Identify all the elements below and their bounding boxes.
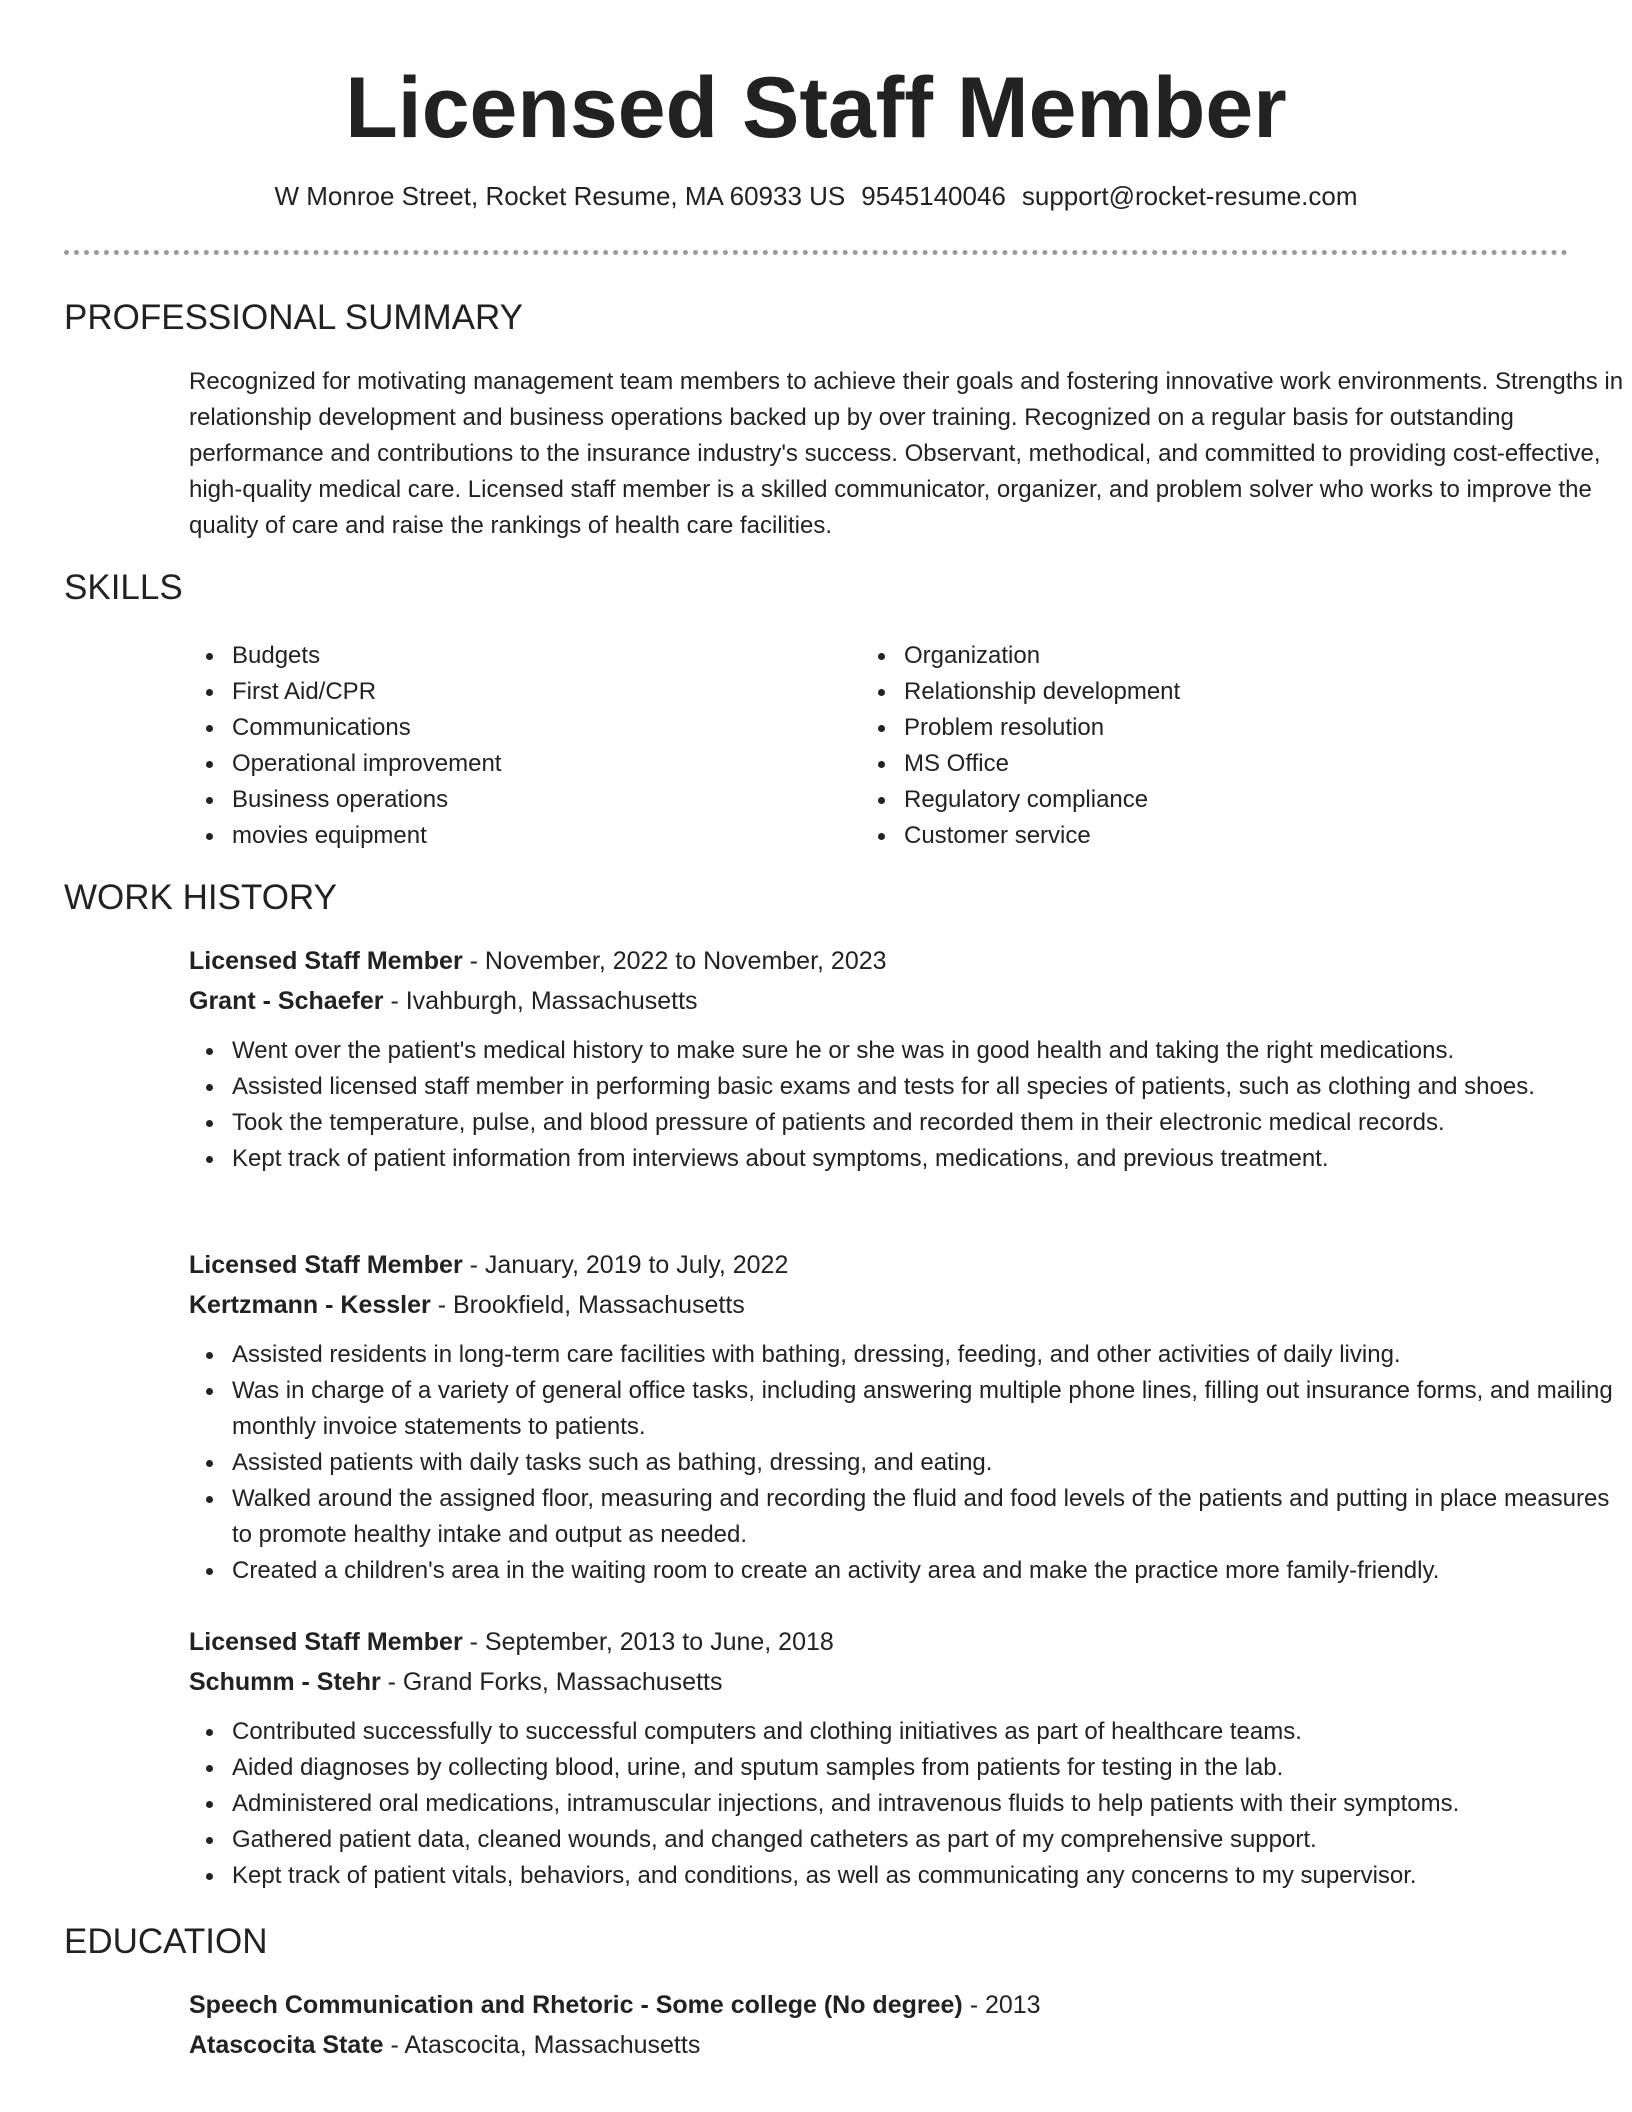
skill-item: Budgets [189,638,501,674]
job-company-line [189,981,1629,1021]
header-divider [64,250,1568,255]
contact-phone: 9545140046 [861,181,1006,211]
job-bullet: Gathered patient data, cleaned wounds, and changed catheters as part of my comprehensive support. [189,1822,1629,1858]
candidate-name: Licensed Staff Member [345,60,1287,156]
skill-item: First Aid/CPR [189,674,501,710]
job-bullet: Took the temperature, pulse, and blood pressure of patients and recorded them in their electronic medical records. [189,1105,1629,1141]
education-degree: Speech Communication and Rhetoric - Some college (No degree) [189,1991,963,2019]
resume-page [64,0,1624,2059]
contact-address: W Monroe Street, Rocket Resume, MA 60933 US [274,181,846,211]
job-bullet: Created a children's area in the waiting room to create an activity area and make the practice more family-friendly. [189,1553,1629,1589]
job-role: Licensed Staff Member [189,947,463,975]
job-entry [189,1622,1629,1894]
education-degree-line [189,1985,1629,2025]
job-dates: - January, 2019 to July, 2022 [462,1251,789,1279]
job-company: Grant - Schaefer [189,987,384,1015]
job-bullet: Assisted patients with daily tasks such as bathing, dressing, and eating. [189,1445,1629,1481]
education-entry [189,1985,1629,2065]
job-bullet: Went over the patient's medical history to make sure he or she was in good health and taking the right medications. [189,1033,1629,1069]
job-entry [189,1245,1629,1589]
job-location: - Grand Forks, Massachusetts [380,1668,723,1696]
contact-line [64,179,1568,213]
skill-item: Relationship development [861,674,1180,710]
job-company-line [189,1285,1629,1325]
education-heading: EDUCATION [64,1922,268,1961]
skill-item: Business operations [189,782,501,818]
job-company-line [189,1662,1629,1702]
job-location: - Brookfield, Massachusetts [430,1291,745,1319]
skill-item: Customer service [861,818,1180,854]
skill-item: MS Office [861,746,1180,782]
education-school: Atascocita State [189,2031,384,2059]
education-year: - 2013 [962,1991,1041,2019]
job-title-line [189,1622,1629,1662]
job-company: Schumm - Stehr [189,1668,381,1696]
skills-list-right [861,638,1180,854]
skills-list-left [189,638,501,854]
job-role: Licensed Staff Member [189,1628,463,1656]
job-title-line [189,941,1629,981]
skills-heading: SKILLS [64,568,183,607]
skill-item: movies equipment [189,818,501,854]
job-bullet: Contributed successfully to successful computers and clothing initiatives as part of healthcare teams. [189,1714,1629,1750]
summary-text: Recognized for motivating management team members to achieve their goals and fostering innovative work environments. Strengths in relationship development and business operations backed up by over training. Recognized on a regular basis for outstanding performance and contributions to the insurance industry's success. Observant, methodical, and committed to providing cost-effective, high-quality medical care. Licensed staff member is a skilled communicator, organizer, and problem solver who works to improve the quality of care and raise the rankings of health care facilities. [189,368,1624,539]
job-dates: - September, 2013 to June, 2018 [462,1628,834,1656]
education-location: - Atascocita, Massachusetts [383,2031,701,2059]
job-dates: - November, 2022 to November, 2023 [462,947,887,975]
job-bullet: Kept track of patient information from interviews about symptoms, medications, and previous treatment. [189,1141,1629,1177]
job-bullet: Assisted residents in long-term care facilities with bathing, dressing, feeding, and other activities of daily living. [189,1337,1629,1373]
job-bullet: Walked around the assigned floor, measuring and recording the fluid and food levels of the patients and putting in place measures to promote healthy intake and output as needed. [189,1481,1629,1553]
work-history-heading: WORK HISTORY [64,878,337,917]
skill-item: Communications [189,710,501,746]
contact-email: support@rocket-resume.com [1021,181,1358,211]
job-bullet: Kept track of patient vitals, behaviors, and conditions, as well as communicating any concerns to my supervisor. [189,1858,1629,1894]
job-bullets [189,1033,1629,1177]
job-location: - Ivahburgh, Massachusetts [383,987,698,1015]
summary-heading: PROFESSIONAL SUMMARY [64,298,523,337]
job-entry [189,941,1629,1177]
education-school-line [189,2025,1629,2065]
skill-item: Problem resolution [861,710,1180,746]
job-bullet: Administered oral medications, intramuscular injections, and intravenous fluids to help patients with their symptoms. [189,1786,1629,1822]
job-bullet: Assisted licensed staff member in performing basic exams and tests for all species of patients, such as clothing and shoes. [189,1069,1629,1105]
job-role: Licensed Staff Member [189,1251,463,1279]
job-bullets [189,1714,1629,1894]
job-bullets [189,1337,1629,1589]
job-bullet: Aided diagnoses by collecting blood, urine, and sputum samples from patients for testing in the lab. [189,1750,1629,1786]
skill-item: Operational improvement [189,746,501,782]
job-bullet: Was in charge of a variety of general office tasks, including answering multiple phone lines, filling out insurance forms, and mailing monthly invoice statements to patients. [189,1373,1629,1445]
job-company: Kertzmann - Kessler [189,1291,431,1319]
job-title-line [189,1245,1629,1285]
skill-item: Regulatory compliance [861,782,1180,818]
skill-item: Organization [861,638,1180,674]
